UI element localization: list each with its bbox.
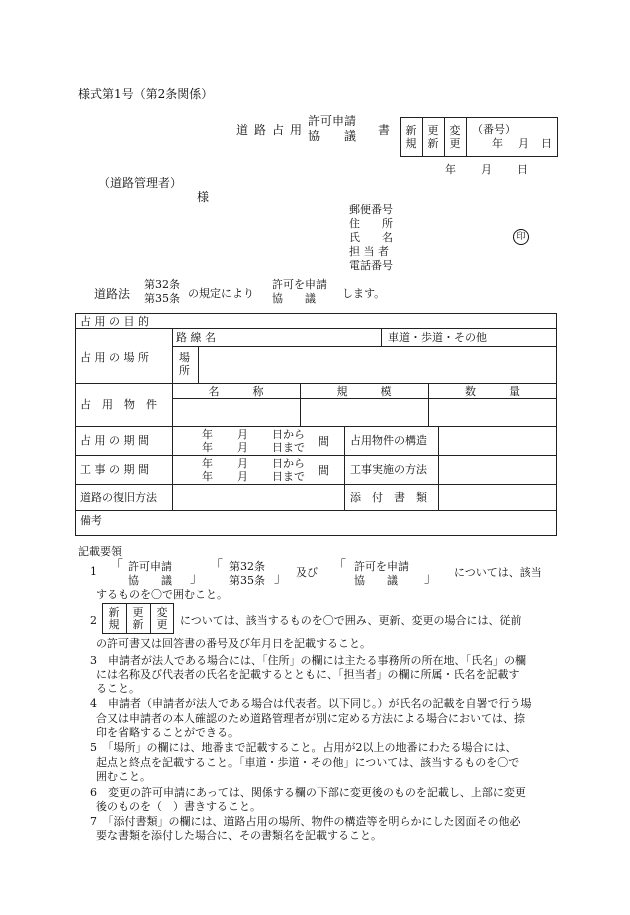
row-construction-label: 工 事 の 期 間: [80, 463, 149, 476]
addressee-label: （道路管理者）: [98, 176, 183, 190]
clause-end: します。: [342, 287, 386, 300]
addressee-honorific: 様: [197, 190, 210, 204]
status-renew: 更 新: [427, 124, 439, 150]
row-location-label: 占 用 の 場 所: [80, 351, 149, 364]
note2-line2: の許可書又は回答書の番号及び年月日を記載すること。: [96, 637, 371, 650]
status-change: 変 更: [449, 124, 461, 150]
date-month: 月: [481, 163, 492, 176]
note7-line2: 要な書類を添付した場合に、その書類名を記載すること。: [96, 829, 382, 842]
note5-line2: 起点と終点を記載すること。「車道・歩道・その他」については、該当するものを〇で: [96, 756, 520, 769]
form-id: 様式第1号（第2条関係）: [78, 87, 214, 101]
note3-line1: 3 申請者が法人である場合には、「住所」の欄には主たる事務所の所在地、「氏名」の欄: [90, 654, 526, 667]
route-name-label: 路 線 名: [176, 331, 216, 344]
note1-kinds: 許可申請 協 議: [128, 560, 172, 587]
clause-kinds: 許可を申請 協 議: [272, 278, 327, 305]
object-header-qty: 数 量: [465, 385, 520, 398]
object-header-size: 規 模: [336, 385, 392, 398]
seal-mark: 印: [513, 229, 529, 245]
title-road-use: 道路占用: [236, 123, 309, 137]
note1-kinds2: 許可を申請 協 議: [354, 560, 409, 587]
date-year: 年: [445, 163, 456, 176]
clause-articles: 第32条 第35条: [144, 278, 180, 305]
title-kind-consult: 協 議: [308, 129, 357, 143]
note4-line2: 合又は申請者の本人確認のため道路管理者が別に定める方法による場合においては、捺: [96, 712, 525, 725]
field-contact: 担 当 者: [349, 245, 389, 258]
notes-heading: 記載要領: [78, 545, 122, 558]
note6-line2: 後のものを（ ）書きすること。: [96, 800, 261, 813]
road-type-label: 車道・歩道・その他: [388, 331, 487, 344]
method-label: 工事実施の方法: [350, 463, 427, 476]
note4-line3: 印を省略することができる。: [96, 726, 239, 739]
field-name: 氏 名: [349, 231, 393, 244]
title-kind-permit: 許可申請: [308, 114, 357, 128]
row-period-label: 占 用 の 期 間: [80, 434, 149, 447]
note6-line1: 6 変更の許可申請にあっては、関係する欄の下部に変更後のものを記載し、上部に変更: [90, 786, 526, 799]
field-postal: 郵便番号: [349, 203, 393, 216]
row-object-label: 占 用 物 件: [80, 398, 157, 411]
form-page: 様式第1号（第2条関係） 道路占用 許可申請 協 議 書 新 規 更 新 変 更 （番号） 年 月 日 年 月 日 （道路管理者） 様 郵便番号 住 所 氏 名 担 当 者 電話番号 印 道路法 第32条 第35条 の規定により 許可を申請 協 議 します。 占 用 の 目 的 路 線 名 車道・歩道・その他 占 用 の 場 所 場 所 占 用 物 件 名 称 規 模 数 量 占 用 の 期 間 年 月 日から 年 月 日まで 間 占用物件の構造 工 事 の 期 間 年 月 日から 年 月 日まで 間 工事実施の方法 道路の復旧方法 添 付 書 類 備考 記載要領 1 「 許可申請 協 議 」 「 第32条 第35条 」 及び 「 許可を申請 協 議 」 については、該当 するものを〇で囲むこと。 2 新 規 更 新 変 更 については、該当するものを〇で囲み、更新、変更の場合には、従前 の許可書又は回答書の番号及び年月日を記載すること。 3 申請者が法人である場合には、「住所」の欄には主たる事務所の所在地、「氏名」の欄 には名称及び代表者の氏名を記載するとともに、「担当者」の欄に所属・氏名を記載す ること。 4 申請者（申請者が法人である場合は代表者。以下同じ。）が氏名の記載を自署で行う場 合又は申請者の本人確認のため道路管理者が別に定める方法による場合においては、捺 印を省略することができる。 5 「場所」の欄には、地番まで記載すること。占用が2以上の地番にわたる場合には、 起点と終点を記載すること。「車道・歩道・その他」については、該当するものを〇で 囲むこと。 6 変更の許可申請にあっては、関係する欄の下部に変更後のものを記載し、上部に変更 後のものを（ ）書きすること。 7 「添付書類」の欄には、道路占用の場所、物件の構造等を明らかにした図面その他必 要な書類を添付した場合に、その書類名を記載すること。: [0, 0, 630, 915]
note7-line1: 7 「添付書類」の欄には、道路占用の場所、物件の構造等を明らかにした図面その他必: [90, 815, 521, 828]
date-day: 日: [517, 163, 528, 176]
note3-line3: ること。: [96, 682, 140, 695]
object-header-name: 名 称: [208, 385, 264, 398]
note1-articles: 第32条 第35条: [229, 560, 265, 587]
field-address: 住 所: [349, 217, 393, 230]
note2-text: については、該当するものを〇で囲み、更新、変更の場合には、従前: [180, 614, 522, 627]
note5-line3: 囲むこと。: [96, 770, 151, 783]
clause-law: 道路法: [94, 287, 131, 301]
note1-line2: するものを〇で囲むこと。: [96, 588, 228, 601]
structure-label: 占用物件の構造: [350, 434, 427, 447]
place-label: 場 所: [179, 351, 190, 377]
title-doc: 書: [378, 123, 391, 137]
note3-line2: には名称及び代表者の氏名を記載するとともに、「担当者」の欄に所属・氏名を記載す: [96, 668, 520, 681]
status-new: 新 規: [405, 124, 417, 150]
note5-line1: 5 「場所」の欄には、地番まで記載すること。占用が2以上の地番にわたる場合には、: [90, 741, 517, 754]
status-number-label: （番号）: [472, 123, 516, 136]
applicant-fields: [349, 203, 393, 273]
clause-middle: の規定により: [188, 287, 254, 300]
note4-line1: 4 申請者（申請者が法人である場合は代表者。以下同じ。）が氏名の記載を自署で行う場: [90, 697, 532, 710]
attach-label: 添 付 書 類: [350, 491, 427, 504]
row-restore-label: 道路の復旧方法: [80, 491, 157, 504]
row-remarks-label: 備考: [80, 514, 102, 527]
field-phone: 電話番号: [349, 259, 393, 272]
title-kinds: [308, 114, 356, 144]
row-purpose-label: 占 用 の 目 的: [80, 315, 149, 328]
